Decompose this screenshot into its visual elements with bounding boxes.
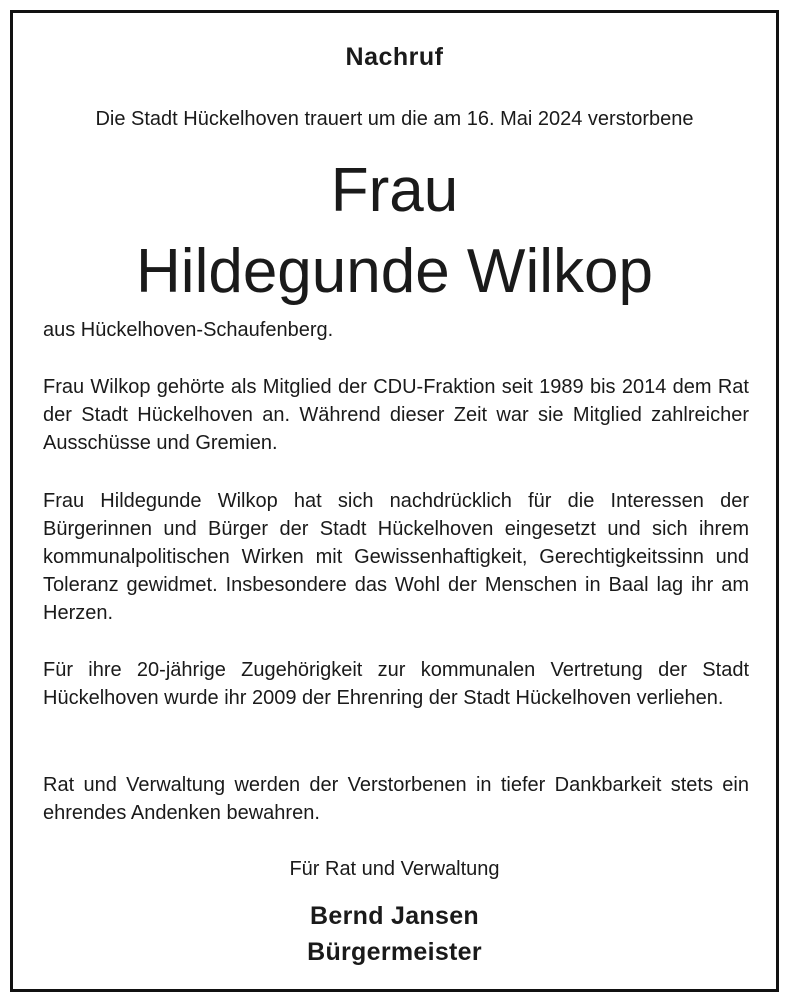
- intro-line: Die Stadt Hückelhoven trauert um die am 16. Mai 2024 verstorbene: [95, 108, 694, 130]
- paragraph-honor: Für ihre 20-jährige Zugehörigkeit zur kommunalen Vertretung der Stadt Hückelhoven wurde ihr 2009 der Ehrenring der Stadt Hückelhoven verliehen.: [43, 659, 749, 709]
- signer-title: Bürgermeister: [307, 938, 482, 966]
- obituary-notice: [10, 10, 779, 992]
- deceased-name: Hildegunde Wilkop: [136, 237, 653, 306]
- deceased-salutation: Frau: [330, 156, 459, 225]
- paragraph-career: Frau Wilkop gehörte als Mitglied der CDU-Fraktion seit 1989 bis 2014 dem Rat der Stadt Hückelhoven an. Während dieser Zeit war sie Mitglied zahlreicher Ausschüsse und Gremien.: [43, 376, 749, 454]
- paragraph-commitment: Frau Hildegunde Wilkop hat sich nachdrücklich für die Interessen der Bürgerinnen und Bürger der Stadt Hückelhoven eingesetzt und sich ihrem kommunalpolitischen Wirken mit Gewissenhaftigkeit, Gerechtigkeitssinn und Toleranz gewidmet. Insbesondere das Wohl der Menschen in Baal lag ihr am Herzen.: [43, 490, 749, 624]
- paragraph-remembrance: Rat und Verwaltung werden der Verstorbenen in tiefer Dankbarkeit stets ein ehrendes Andenken bewahren.: [43, 774, 749, 824]
- closing-line: Für Rat und Verwaltung: [289, 858, 500, 880]
- signer-name: Bernd Jansen: [310, 902, 479, 930]
- notice-heading: Nachruf: [345, 43, 444, 71]
- origin-line: aus Hückelhoven-Schaufenberg.: [43, 319, 334, 341]
